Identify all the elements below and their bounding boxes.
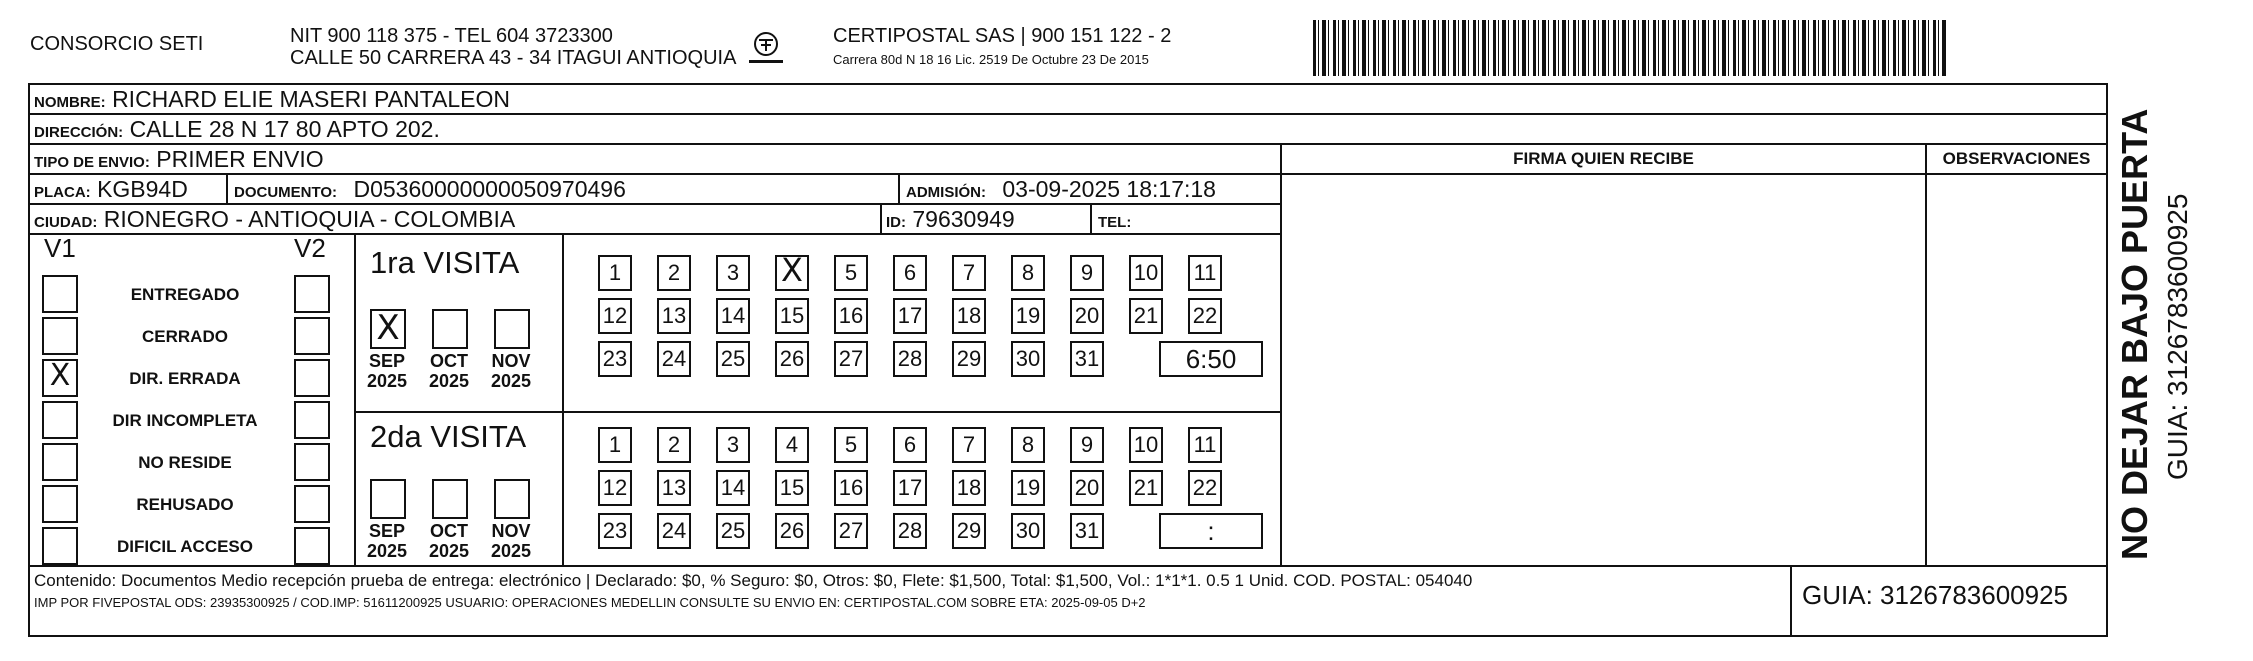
day-box[interactable]: 5: [834, 255, 868, 291]
footer-imp: IMP POR FIVEPOSTAL ODS: 23935300925 / COD.IMP: 51611200925 USUARIO: OPERACIONES MEDELLIN CONSULTE SU ENVIO EN: CERTIPOSTAL.COM SOBRE ETA: 2025-09-05 D+2: [34, 595, 1146, 610]
day-box[interactable]: 6: [893, 427, 927, 463]
footer-guia: GUIA: 3126783600925: [1802, 580, 2068, 610]
certipostal-logo: [749, 30, 783, 64]
month-checkbox[interactable]: [370, 479, 406, 519]
year-label: 2025: [366, 371, 408, 391]
day-box[interactable]: 20: [1070, 298, 1104, 334]
admision-label: ADMISIÓN:: [906, 184, 986, 201]
day-box[interactable]: 31: [1070, 513, 1104, 549]
v1-checkbox[interactable]: [42, 275, 78, 313]
year-label: 2025: [428, 541, 470, 561]
day-box[interactable]: 13: [657, 470, 691, 506]
day-box[interactable]: 29: [952, 341, 986, 377]
placa-value: KGB94D: [97, 176, 188, 202]
month-label: SEP: [368, 351, 406, 371]
day-box[interactable]: 6: [893, 255, 927, 291]
firma-header: FIRMA QUIEN RECIBE: [1513, 149, 1694, 168]
v1-checkbox[interactable]: [42, 317, 78, 355]
day-box[interactable]: 11: [1188, 427, 1222, 463]
month-label: SEP: [368, 521, 406, 541]
v2-label: V2: [294, 233, 326, 263]
id-label: ID:: [886, 214, 906, 231]
day-box[interactable]: 21: [1129, 298, 1163, 334]
day-box[interactable]: 20: [1070, 470, 1104, 506]
day-box[interactable]: 15: [775, 298, 809, 334]
direccion-label: DIRECCIÓN:: [34, 124, 124, 141]
ciudad-value: RIONEGRO - ANTIOQUIA - COLOMBIA: [103, 206, 516, 232]
year-label: 2025: [428, 371, 470, 391]
v1-checkbox[interactable]: [42, 485, 78, 523]
day-box[interactable]: 8: [1011, 255, 1045, 291]
day-box[interactable]: 29: [952, 513, 986, 549]
observaciones-header: OBSERVACIONES: [1942, 149, 2091, 168]
status-label: DIR INCOMPLETA: [112, 411, 258, 430]
tipo-value: PRIMER ENVIO: [156, 146, 324, 172]
tipo-row: [30, 145, 1280, 173]
status-label: NO RESIDE: [138, 453, 232, 472]
day-box[interactable]: 2: [657, 255, 691, 291]
day-box[interactable]: 30: [1011, 513, 1045, 549]
certipostal-license: Carrera 80d N 18 16 Lic. 2519 De Octubre 23 De 2015: [833, 52, 1149, 67]
day-box[interactable]: 16: [834, 470, 868, 506]
tel-label: TEL:: [1098, 214, 1132, 231]
documento-label: DOCUMENTO:: [234, 184, 338, 201]
barcode: [1313, 20, 1946, 76]
day-box[interactable]: 3: [716, 427, 750, 463]
direccion-value: CALLE 28 N 17 80 APTO 202.: [129, 116, 440, 142]
id-value: 79630949: [912, 206, 1015, 232]
v2-checkbox[interactable]: [294, 485, 330, 523]
day-box[interactable]: 13: [657, 298, 691, 334]
visit1-title: 1ra VISITA: [370, 245, 520, 280]
day-box[interactable]: 10: [1129, 427, 1163, 463]
day-box[interactable]: 26: [775, 513, 809, 549]
visit2-title: 2da VISITA: [370, 419, 527, 454]
v2-checkbox[interactable]: [294, 275, 330, 313]
day-box[interactable]: 8: [1011, 427, 1045, 463]
direccion-row: [30, 115, 2106, 145]
day-box[interactable]: 10: [1129, 255, 1163, 291]
v2-checkbox[interactable]: [294, 401, 330, 439]
day-box[interactable]: 17: [893, 470, 927, 506]
v1-label: V1: [44, 233, 76, 263]
shipping-form: [28, 83, 2108, 637]
v2-checkbox[interactable]: [294, 443, 330, 481]
day-box[interactable]: 3: [716, 255, 750, 291]
side-guia: GUIA: 3126783600925: [2162, 193, 2193, 480]
tipo-label: TIPO DE ENVIO:: [34, 154, 150, 171]
footer-contenido: Contenido: Documentos Medio recepción prueba de entrega: electrónico | Declarado: $0, % Seguro: $0, Otros: $0, Flete: $1,500, Total: $1,500, Vol.: 1*1*1. 0.5 1 Unid. COD. POSTAL: 054040: [34, 571, 1473, 590]
status-label: ENTREGADO: [130, 285, 240, 304]
status-label: CERRADO: [142, 327, 228, 346]
month-checkbox[interactable]: [494, 309, 530, 349]
month-checkbox[interactable]: [494, 479, 530, 519]
day-box[interactable]: 21: [1129, 470, 1163, 506]
day-box[interactable]: 5: [834, 427, 868, 463]
day-box[interactable]: 18: [952, 298, 986, 334]
day-box[interactable]: 7: [952, 427, 986, 463]
status-label: DIR. ERRADA: [129, 369, 241, 388]
day-box[interactable]: 24: [657, 341, 691, 377]
day-box[interactable]: 25: [716, 341, 750, 377]
day-box[interactable]: 19: [1011, 470, 1045, 506]
time-box[interactable]: 6:50: [1159, 341, 1263, 377]
month-checkbox[interactable]: [432, 479, 468, 519]
day-box[interactable]: 27: [834, 341, 868, 377]
day-box[interactable]: 23: [598, 513, 632, 549]
v2-checkbox[interactable]: [294, 317, 330, 355]
day-box[interactable]: 27: [834, 513, 868, 549]
certipostal-line: CERTIPOSTAL SAS | 900 151 122 - 2: [833, 25, 1172, 47]
day-box[interactable]: 24: [657, 513, 691, 549]
check-mark: X: [376, 308, 400, 348]
nombre-row: [30, 85, 2106, 115]
day-box[interactable]: 18: [952, 470, 986, 506]
month-label: OCT: [430, 351, 468, 371]
day-box[interactable]: 15: [775, 470, 809, 506]
year-label: 2025: [490, 541, 532, 561]
day-box[interactable]: 12: [598, 298, 632, 334]
day-box[interactable]: 2: [657, 427, 691, 463]
day-box[interactable]: 1: [598, 427, 632, 463]
day-box[interactable]: 14: [716, 470, 750, 506]
day-box[interactable]: 11: [1188, 255, 1222, 291]
no-dejar-label: NO DEJAR BAJO PUERTA: [2114, 108, 2155, 560]
admision-value: 03-09-2025 18:17:18: [1002, 176, 1216, 202]
v1-checkbox[interactable]: [42, 443, 78, 481]
day-box[interactable]: 22: [1188, 298, 1222, 334]
v2-checkbox[interactable]: [294, 359, 330, 397]
month-checkbox[interactable]: [432, 309, 468, 349]
month-label: NOV: [491, 521, 531, 541]
address-line: CALLE 50 CARRERA 43 - 34 ITAGUI ANTIOQUIA: [290, 47, 737, 69]
status-label: DIFICIL ACCESO: [116, 537, 253, 556]
day-box[interactable]: 9: [1070, 255, 1104, 291]
documento-value: D05360000000050970496: [353, 176, 626, 202]
month-checkbox[interactable]: [370, 309, 406, 349]
day-box[interactable]: 23: [598, 341, 632, 377]
day-box[interactable]: 22: [1188, 470, 1222, 506]
year-label: 2025: [490, 371, 532, 391]
company-name: CONSORCIO SETI: [30, 33, 204, 55]
check-mark: X: [781, 251, 803, 289]
day-box[interactable]: 26: [775, 341, 809, 377]
day-box[interactable]: 30: [1011, 341, 1045, 377]
time-box[interactable]: :: [1159, 513, 1263, 549]
day-box[interactable]: 16: [834, 298, 868, 334]
nombre-value: RICHARD ELIE MASERI PANTALEON: [112, 86, 510, 112]
nombre-label: NOMBRE:: [34, 94, 106, 111]
v1-checkbox[interactable]: [42, 401, 78, 439]
day-box[interactable]: 9: [1070, 427, 1104, 463]
status-label: REHUSADO: [136, 495, 234, 514]
day-box[interactable]: 17: [893, 298, 927, 334]
day-box[interactable]: 4: [775, 427, 809, 463]
check-mark: X: [49, 358, 71, 393]
day-box[interactable]: 1: [598, 255, 632, 291]
v1-checkbox[interactable]: [42, 527, 78, 565]
day-box[interactable]: 19: [1011, 298, 1045, 334]
month-label: OCT: [430, 521, 468, 541]
day-box[interactable]: 31: [1070, 341, 1104, 377]
v1-checkbox[interactable]: [42, 359, 78, 397]
ciudad-label: CIUDAD:: [34, 214, 98, 231]
day-box[interactable]: 14: [716, 298, 750, 334]
day-box[interactable]: 7: [952, 255, 986, 291]
day-box[interactable]: 25: [716, 513, 750, 549]
year-label: 2025: [366, 541, 408, 561]
month-label: NOV: [491, 351, 531, 371]
day-box[interactable]: 28: [893, 513, 927, 549]
day-box[interactable]: 28: [893, 341, 927, 377]
nit-line: NIT 900 118 375 - TEL 604 3723300: [290, 25, 613, 47]
placa-label: PLACA:: [34, 184, 91, 201]
v2-checkbox[interactable]: [294, 527, 330, 565]
day-box[interactable]: 12: [598, 470, 632, 506]
